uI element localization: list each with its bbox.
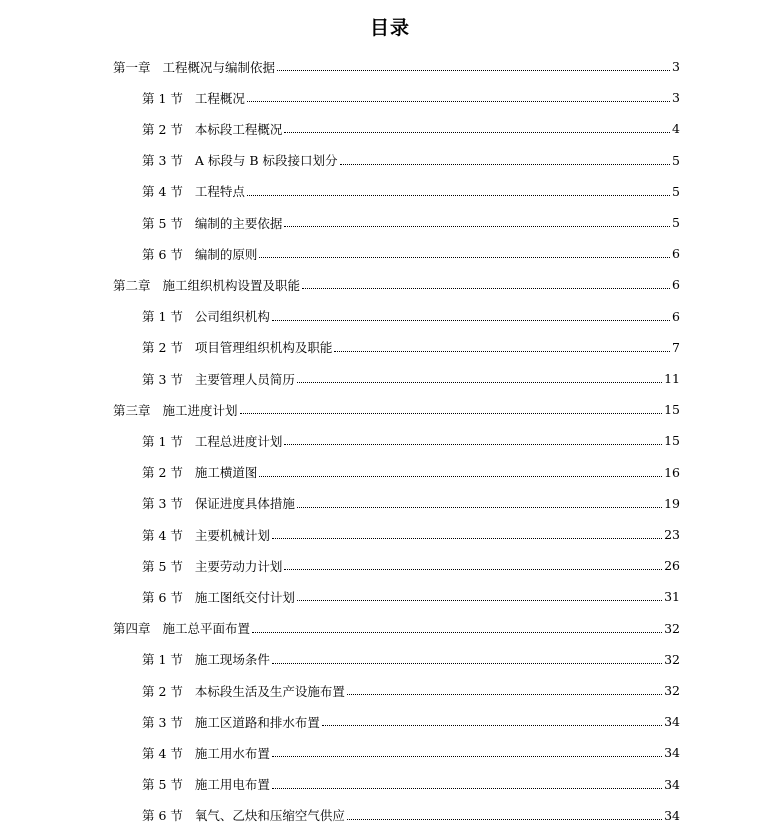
toc-section-entry[interactable]: [142, 706, 680, 737]
toc-page-number: 32: [664, 651, 680, 667]
toc-section-entry[interactable]: [142, 363, 680, 394]
toc-entry-title: 施工用电布置: [194, 777, 270, 793]
toc-entry-label: 第 1 节: [142, 90, 183, 106]
toc-chapter-entry[interactable]: [113, 613, 680, 644]
toc-dot-leader: [284, 132, 670, 133]
toc-dot-leader: [277, 70, 670, 71]
toc-page-number: 3: [672, 59, 680, 74]
toc-entry-title: 本标段工程概况: [194, 121, 283, 137]
toc-section-entry[interactable]: [142, 301, 680, 332]
toc-page-number: 6: [672, 277, 680, 293]
toc-dot-leader: [272, 320, 670, 321]
toc-entry-title: 施工区道路和排水布置: [194, 714, 320, 730]
toc-page-number: 32: [664, 683, 680, 698]
toc-entry-label: 第 6 节: [142, 246, 183, 262]
toc-entry-label: 第 3 节: [142, 153, 183, 169]
toc-entry-title: 施工总平面布置: [162, 621, 251, 637]
toc-page-number: 15: [664, 402, 680, 418]
toc-entry-label: 第 5 节: [142, 777, 183, 793]
toc-page-number: 15: [664, 433, 680, 449]
toc-entry-label: 第 3 节: [142, 371, 183, 387]
toc-entry-title: 工程概况: [194, 90, 245, 106]
toc-section-entry[interactable]: [142, 207, 680, 238]
toc-dot-leader: [272, 756, 662, 757]
toc-dot-leader: [334, 351, 670, 352]
toc-entry-title: 主要机械计划: [194, 527, 270, 543]
toc-entry-title: 氧气、乙炔和压缩空气供应: [194, 808, 345, 824]
toc-dot-leader: [297, 382, 662, 383]
toc-dot-leader: [340, 164, 670, 165]
toc-dot-leader: [347, 819, 662, 820]
toc-dot-leader: [240, 413, 663, 414]
toc-dot-leader: [247, 195, 670, 196]
toc-page-number: 34: [664, 714, 680, 730]
toc-entry-label: 第 5 节: [142, 215, 183, 231]
toc-chapter-entry[interactable]: [113, 51, 680, 82]
toc-entry-title: 主要管理人员简历: [194, 371, 295, 387]
toc-dot-leader: [284, 226, 670, 227]
toc-entry-label: 第四章: [113, 621, 151, 637]
toc-section-entry[interactable]: [142, 488, 680, 519]
toc-entry-label: 第 4 节: [142, 527, 183, 543]
toc-page-number: 34: [664, 807, 680, 823]
toc-entry-title: 本标段生活及生产设施布置: [194, 683, 345, 699]
toc-entry-title: 施工现场条件: [194, 652, 270, 668]
toc-entry-label: 第 6 节: [142, 589, 183, 605]
toc-entry-title: 施工进度计划: [162, 402, 238, 418]
toc-entry-label: 第 2 节: [142, 340, 183, 356]
toc-section-entry[interactable]: [142, 800, 680, 831]
toc-page-number: 16: [664, 464, 680, 480]
toc-entry-title: 施工用水布置: [194, 745, 270, 761]
toc-dot-leader: [284, 569, 662, 570]
toc-page-number: 4: [672, 121, 680, 137]
toc-entry-label: 第 1 节: [142, 433, 183, 449]
toc-page-number: 26: [664, 558, 680, 574]
toc-entry-title: 工程总进度计划: [194, 433, 283, 449]
toc-dot-leader: [347, 694, 662, 695]
toc-entry-label: 第 3 节: [142, 496, 183, 512]
toc-entry-label: 第 5 节: [142, 558, 183, 574]
toc-entry-title: 项目管理组织机构及职能: [194, 340, 333, 356]
toc-page-number: 23: [664, 527, 680, 542]
toc-page-number: 31: [664, 589, 680, 605]
toc-page-number: 6: [672, 246, 680, 262]
toc-dot-leader: [259, 476, 662, 477]
toc-dot-leader: [284, 444, 662, 445]
toc-dot-leader: [302, 288, 670, 289]
toc-entry-title: 保证进度具体措施: [194, 496, 295, 512]
toc-page-number: 32: [664, 620, 680, 636]
toc-entry-label: 第 2 节: [142, 683, 183, 699]
toc-page-number: 11: [664, 371, 680, 386]
toc-entry-label: 第 6 节: [142, 808, 183, 824]
toc-page-number: 34: [664, 776, 680, 792]
toc-section-entry[interactable]: [142, 457, 680, 488]
toc-page-number: 5: [672, 183, 680, 199]
toc-entry-label: 第三章: [113, 402, 151, 418]
toc-dot-leader: [272, 538, 662, 539]
toc-entry-title: 工程特点: [194, 184, 245, 200]
toc-entry-title: 主要劳动力计划: [194, 558, 283, 574]
toc-section-entry[interactable]: [142, 550, 680, 581]
toc-entry-title: 施工组织机构设置及职能: [162, 277, 301, 293]
toc-section-entry[interactable]: [142, 581, 680, 612]
toc-chapter-entry[interactable]: [113, 269, 680, 300]
toc-section-entry[interactable]: [142, 425, 680, 456]
toc-dot-leader: [297, 600, 662, 601]
toc-entry-label: 第 4 节: [142, 184, 183, 200]
toc-entry-label: 第 4 节: [142, 745, 183, 761]
toc-entry-label: 第 1 节: [142, 652, 183, 668]
toc-dot-leader: [297, 507, 662, 508]
toc-section-entry[interactable]: [142, 644, 680, 675]
toc-page-number: 34: [664, 745, 680, 761]
toc-page-number: 5: [672, 152, 680, 168]
toc-page-number: 3: [672, 90, 680, 106]
toc-section-entry[interactable]: [142, 145, 680, 176]
toc-section-entry[interactable]: [142, 176, 680, 207]
toc-page-number: 19: [664, 495, 680, 511]
toc-entry-title: 编制的主要依据: [194, 215, 283, 231]
toc-dot-leader: [252, 632, 662, 633]
toc-entry-label: 第 1 节: [142, 309, 183, 325]
toc-entry-label: 第 2 节: [142, 121, 183, 137]
toc-dot-leader: [247, 101, 670, 102]
toc-section-entry[interactable]: [142, 113, 680, 144]
toc-section-entry[interactable]: [142, 675, 680, 706]
toc-entry-title: 公司组织机构: [194, 309, 270, 325]
toc-section-entry[interactable]: [142, 737, 680, 768]
toc-entry-label: 第 3 节: [142, 714, 183, 730]
toc-dot-leader: [272, 788, 662, 789]
toc-page-number: 7: [672, 339, 680, 355]
toc-entry-title: A 标段与 B 标段接口划分: [194, 153, 338, 169]
toc-entry-label: 第 2 节: [142, 465, 183, 481]
toc-section-entry[interactable]: [142, 332, 680, 363]
toc-dot-leader: [259, 257, 670, 258]
toc-entry-label: 第一章: [113, 59, 151, 75]
toc-entry-title: 工程概况与编制依据: [162, 59, 276, 75]
toc-page-number: 5: [672, 215, 680, 230]
toc-entry-title: 编制的原则: [194, 246, 258, 262]
toc-entry-title: 施工图纸交付计划: [194, 589, 295, 605]
toc-section-entry[interactable]: [142, 519, 680, 550]
toc-section-entry[interactable]: [142, 238, 680, 269]
toc-entry-title: 施工横道图: [194, 465, 258, 481]
toc-entry-label: 第二章: [113, 277, 151, 293]
toc-dot-leader: [272, 663, 662, 664]
toc-dot-leader: [322, 725, 662, 726]
page-title: 目录: [369, 17, 410, 39]
toc-chapter-entry[interactable]: [113, 394, 680, 425]
toc-page-number: 6: [672, 308, 680, 324]
toc-section-entry[interactable]: [142, 769, 680, 800]
toc-section-entry[interactable]: [142, 82, 680, 113]
